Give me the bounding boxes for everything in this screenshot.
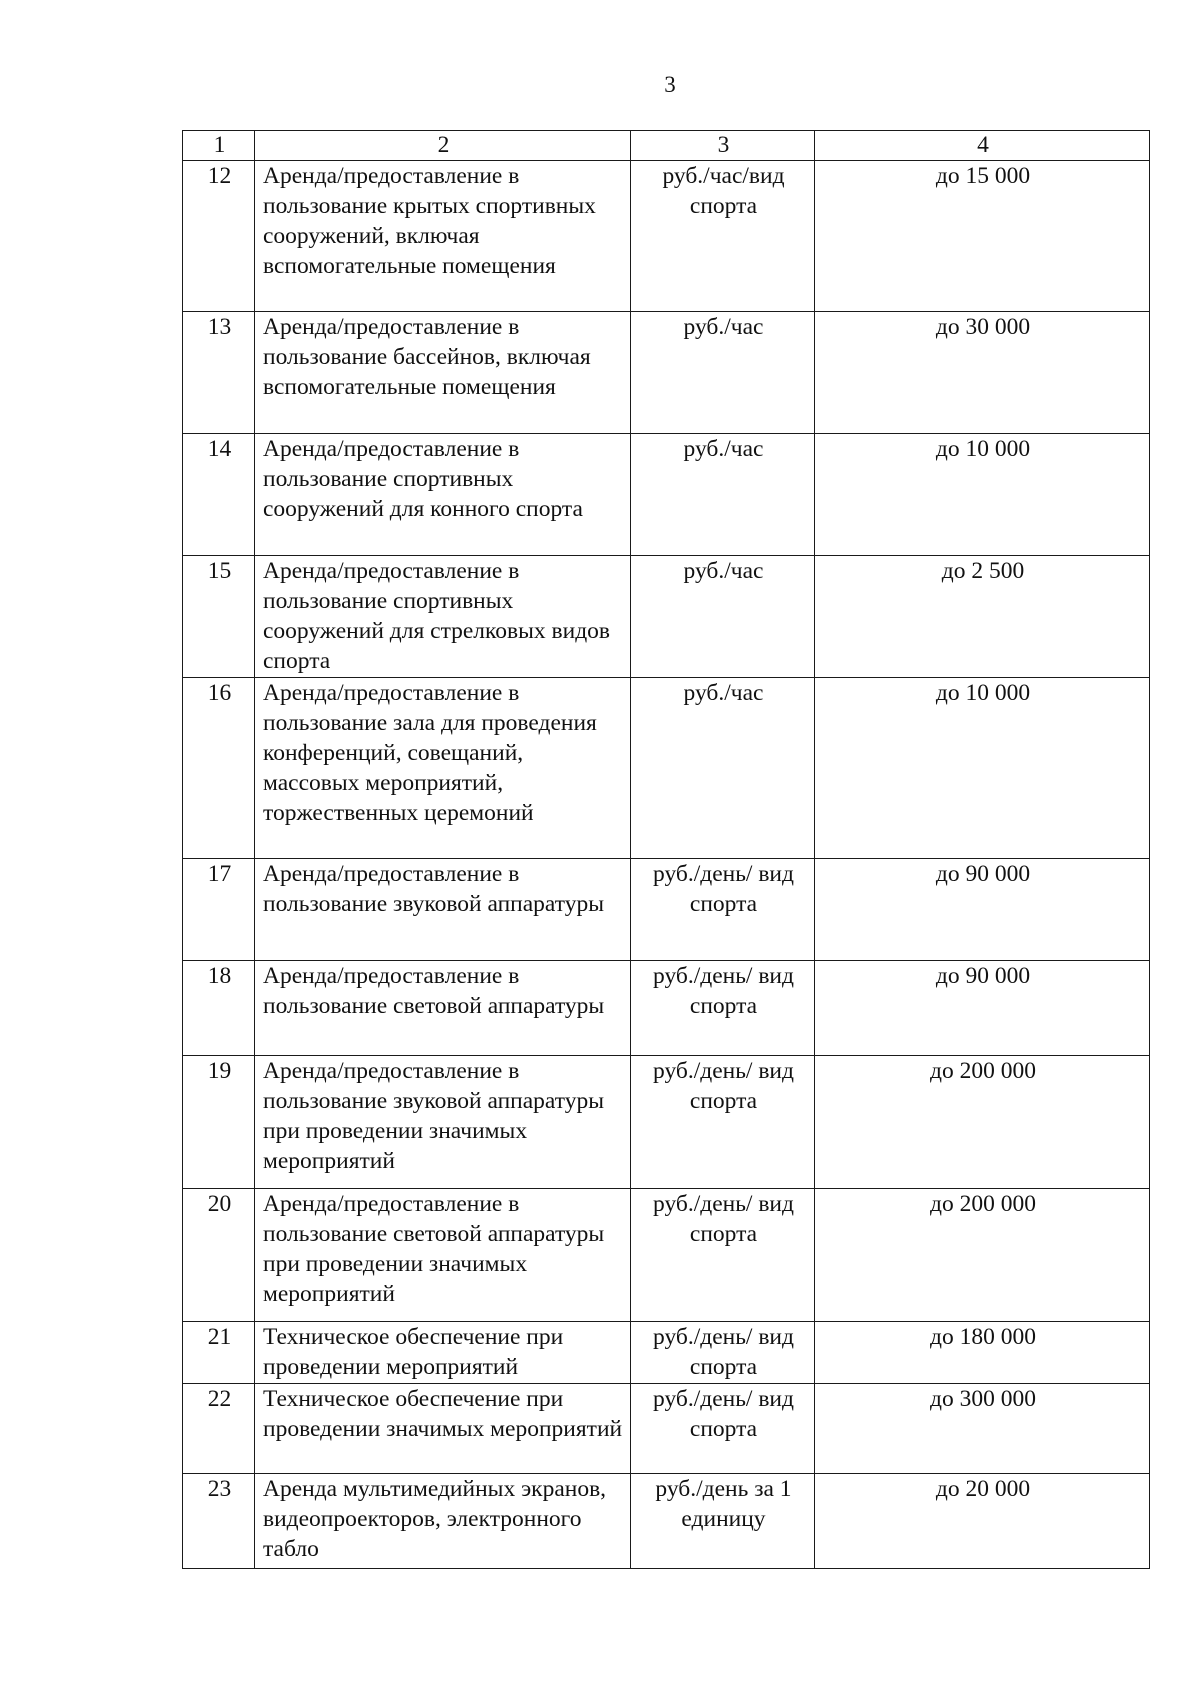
service-name: Аренда/предоставление в пользование световой аппаратуры bbox=[255, 961, 631, 1056]
service-name: Аренда мультимедийных экранов, видеопроекторов, электронного табло bbox=[255, 1474, 631, 1569]
table-header-row bbox=[183, 131, 1150, 161]
price-value: до 10 000 bbox=[815, 434, 1150, 556]
price-value: до 90 000 bbox=[815, 859, 1150, 961]
row-number: 22 bbox=[183, 1384, 255, 1474]
unit-of-measure: руб./час bbox=[631, 678, 815, 859]
price-value: до 10 000 bbox=[815, 678, 1150, 859]
row-number: 13 bbox=[183, 312, 255, 434]
table-row bbox=[183, 961, 1150, 1056]
service-name: Аренда/предоставление в пользование бассейнов, включая вспомогательные помещения bbox=[255, 312, 631, 434]
row-number: 14 bbox=[183, 434, 255, 556]
unit-of-measure: руб./день за 1 единицу bbox=[631, 1474, 815, 1569]
unit-of-measure: руб./день/ вид спорта bbox=[631, 1384, 815, 1474]
row-number: 20 bbox=[183, 1189, 255, 1322]
header-cell-4: 4 bbox=[815, 131, 1150, 161]
service-name: Техническое обеспечение при проведении значимых мероприятий bbox=[255, 1384, 631, 1474]
service-name: Техническое обеспечение при проведении мероприятий bbox=[255, 1322, 631, 1384]
table-body bbox=[183, 131, 1150, 1569]
unit-of-measure: руб./день/ вид спорта bbox=[631, 961, 815, 1056]
unit-of-measure: руб./день/ вид спорта bbox=[631, 1056, 815, 1189]
row-number: 18 bbox=[183, 961, 255, 1056]
price-value: до 2 500 bbox=[815, 556, 1150, 678]
table-row bbox=[183, 312, 1150, 434]
row-number: 21 bbox=[183, 1322, 255, 1384]
header-cell-2: 2 bbox=[255, 131, 631, 161]
table-row bbox=[183, 1384, 1150, 1474]
price-value: до 30 000 bbox=[815, 312, 1150, 434]
unit-of-measure: руб./день/ вид спорта bbox=[631, 1189, 815, 1322]
table-row bbox=[183, 1056, 1150, 1189]
service-name: Аренда/предоставление в пользование крытых спортивных сооружений, включая вспомогательные помещения bbox=[255, 161, 631, 312]
table-row bbox=[183, 1474, 1150, 1569]
row-number: 23 bbox=[183, 1474, 255, 1569]
price-value: до 200 000 bbox=[815, 1056, 1150, 1189]
unit-of-measure: руб./час bbox=[631, 312, 815, 434]
unit-of-measure: руб./час/вид спорта bbox=[631, 161, 815, 312]
service-name: Аренда/предоставление в пользование световой аппаратуры при проведении значимых мероприятий bbox=[255, 1189, 631, 1322]
price-value: до 200 000 bbox=[815, 1189, 1150, 1322]
row-number: 15 bbox=[183, 556, 255, 678]
price-table bbox=[182, 130, 1150, 1569]
page-number: 3 bbox=[664, 72, 676, 97]
row-number: 19 bbox=[183, 1056, 255, 1189]
table-row bbox=[183, 556, 1150, 678]
service-name: Аренда/предоставление в пользование звуковой аппаратуры при проведении значимых мероприятий bbox=[255, 1056, 631, 1189]
table-row bbox=[183, 678, 1150, 859]
service-name: Аренда/предоставление в пользование спортивных сооружений для конного спорта bbox=[255, 434, 631, 556]
table-row bbox=[183, 1322, 1150, 1384]
table-row bbox=[183, 434, 1150, 556]
header-cell-3: 3 bbox=[631, 131, 815, 161]
unit-of-measure: руб./час bbox=[631, 556, 815, 678]
price-value: до 90 000 bbox=[815, 961, 1150, 1056]
price-value: до 15 000 bbox=[815, 161, 1150, 312]
unit-of-measure: руб./день/ вид спорта bbox=[631, 1322, 815, 1384]
service-name: Аренда/предоставление в пользование звуковой аппаратуры bbox=[255, 859, 631, 961]
table-row bbox=[183, 161, 1150, 312]
price-value: до 300 000 bbox=[815, 1384, 1150, 1474]
service-name: Аренда/предоставление в пользование зала для проведения конференций, совещаний, массовых мероприятий, торжественных церемоний bbox=[255, 678, 631, 859]
unit-of-measure: руб./час bbox=[631, 434, 815, 556]
price-value: до 20 000 bbox=[815, 1474, 1150, 1569]
table-row bbox=[183, 859, 1150, 961]
price-value: до 180 000 bbox=[815, 1322, 1150, 1384]
table-row bbox=[183, 1189, 1150, 1322]
service-name: Аренда/предоставление в пользование спортивных сооружений для стрелковых видов спорта bbox=[255, 556, 631, 678]
row-number: 17 bbox=[183, 859, 255, 961]
header-cell-1: 1 bbox=[183, 131, 255, 161]
row-number: 12 bbox=[183, 161, 255, 312]
unit-of-measure: руб./день/ вид спорта bbox=[631, 859, 815, 961]
row-number: 16 bbox=[183, 678, 255, 859]
